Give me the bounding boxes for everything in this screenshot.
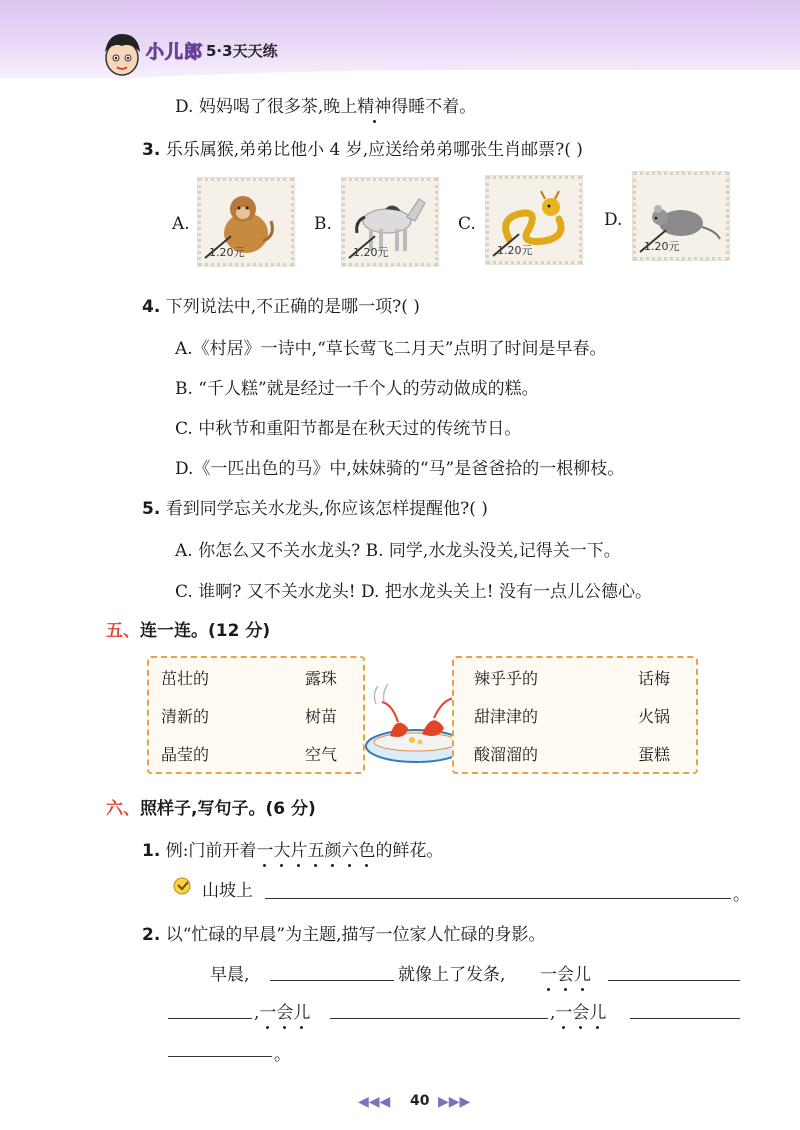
match-left-item[interactable]: 酸溜溜的 — [474, 745, 539, 764]
s6-q2-yihuier: ,一会儿 — [550, 1003, 607, 1023]
match-right-box — [452, 656, 698, 774]
q5-options-line1: A. 你怎么又不关水龙头? B. 同学,水龙头没关,记得关一下。 — [175, 541, 621, 561]
q5-question: 5. 看到同学忘关水龙头,你应该怎样提醒他?( ) — [142, 499, 488, 519]
s6-q2-yihuier: ,一会儿 — [254, 1003, 311, 1023]
match-left-item[interactable]: 茁壮的 — [161, 669, 210, 688]
q3-option-d-label: D. — [604, 210, 623, 230]
stamp-price: 1.20元 — [209, 246, 245, 259]
q4-option-a: A.《村居》一诗中,“草长莺飞二月天”点明了时间是早春。 — [175, 339, 607, 359]
q3-question: 3. 乐乐属猴,弟弟比他小 4 岁,应送给弟弟哪张生肖邮票?( ) — [142, 140, 583, 160]
s6-q2-answer-line[interactable] — [630, 1018, 740, 1019]
q4-option-d: D.《一匹出色的马》中,妹妹骑的“马”是爸爸拾的一根柳枝。 — [175, 459, 625, 479]
q2-option-d: D. 妈妈喝了很多茶,晚上精神得睡不着。 — [175, 97, 477, 117]
series-title: 5·3天天练 — [206, 42, 278, 60]
s6-q1-prompt: 山坡上 — [202, 881, 253, 901]
match-left-box — [147, 656, 365, 774]
s6-q1-answer-line[interactable] — [265, 898, 731, 899]
section-5-heading: 五、连一连。(12 分) — [106, 621, 271, 641]
stamp-price: 1.20元 — [353, 246, 389, 259]
s6-q2-yihuier: 一会儿 — [540, 965, 591, 985]
match-left-item[interactable]: 甜津津的 — [474, 707, 539, 726]
s6-q2-answer-line[interactable] — [168, 1056, 272, 1057]
page-number: 40 — [410, 1093, 430, 1109]
s6-q2-answer-line[interactable] — [270, 980, 394, 981]
s6-q1-example: 1. 例:门前开着一大片五颜六色的鲜花。 — [142, 841, 444, 861]
match-right-item[interactable]: 火锅 — [638, 707, 671, 726]
s6-q2-wound-up: 就像上了发条, — [398, 965, 506, 985]
match-right-item[interactable]: 空气 — [305, 745, 338, 764]
s6-q2-answer-line[interactable] — [168, 1018, 252, 1019]
s6-q1-end: 。 — [733, 885, 750, 905]
q3-option-b-stamp[interactable] — [342, 178, 438, 266]
pencil-hint-icon — [172, 876, 194, 898]
q4-option-b: B. “千人糕”就是经过一千个人的劳动做成的糕。 — [175, 379, 539, 399]
s6-q2-question: 2. 以“忙碌的早晨”为主题,描写一位家人忙碌的身影。 — [142, 925, 546, 945]
s6-q2-morning: 早晨, — [210, 965, 250, 985]
q3-option-b-label: B. — [314, 214, 332, 234]
next-page-arrows[interactable]: ▶▶▶ — [438, 1094, 471, 1110]
match-right-item[interactable]: 蛋糕 — [638, 745, 671, 764]
stamp-price: 1.20元 — [497, 244, 533, 257]
stamp-price: 1.20元 — [644, 240, 680, 253]
match-left-item[interactable]: 辣乎乎的 — [474, 669, 539, 688]
q4-question: 4. 下列说法中,不正确的是哪一项?( ) — [142, 297, 420, 317]
logo-title: 小儿郎 — [146, 42, 203, 63]
q3-option-c-stamp[interactable] — [486, 176, 582, 264]
match-right-item[interactable]: 树苗 — [305, 707, 338, 726]
match-left-item[interactable]: 清新的 — [161, 707, 210, 726]
prev-page-arrows[interactable]: ◀◀◀ — [358, 1094, 391, 1110]
q4-option-c: C. 中秋节和重阳节都是在秋天过的传统节日。 — [175, 419, 522, 439]
match-left-item[interactable]: 晶莹的 — [161, 745, 210, 764]
s6-q2-end: 。 — [274, 1045, 291, 1065]
q3-option-d-stamp[interactable] — [633, 172, 729, 260]
match-right-item[interactable]: 话梅 — [638, 669, 671, 688]
mascot-boy-icon — [100, 28, 144, 78]
q3-option-c-label: C. — [458, 214, 476, 234]
q3-option-a-label: A. — [172, 214, 190, 234]
q5-options-line2: C. 谁啊? 又不关水龙头! D. 把水龙头关上! 没有一点儿公德心。 — [175, 582, 653, 602]
q3-option-a-stamp[interactable] — [198, 178, 294, 266]
match-right-item[interactable]: 露珠 — [305, 669, 338, 688]
s6-q2-answer-line[interactable] — [330, 1018, 548, 1019]
s6-q2-answer-line[interactable] — [608, 980, 740, 981]
section-6-heading: 六、照样子,写句子。(6 分) — [106, 799, 316, 819]
